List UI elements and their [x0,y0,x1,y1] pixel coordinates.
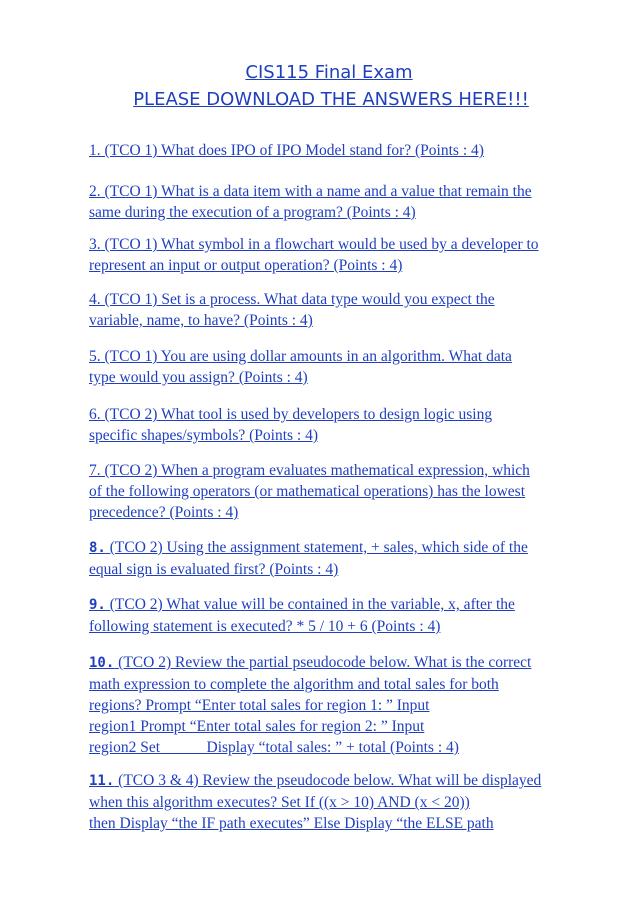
question-text: (TCO 1) What does IPO of IPO Model stand for? (Points : 4) [104,142,484,159]
question-text: math expression to complete the algorithm and total sales for both [89,676,499,693]
question-text: (TCO 2) Using the assignment statement, + sales, which side of the [109,539,528,556]
question-number: 11. [89,773,115,789]
question-line [89,502,609,523]
question-text: type would you assign? (Points : 4) [89,369,308,386]
question-text: (TCO 2) Review the partial pseudocode below. What is the correct [118,654,532,671]
question-text: region2 Set _____ Display “total sales: ” + total (Points : 4) [89,739,459,756]
question-8[interactable] [89,537,609,580]
question-number: 4. [89,291,101,308]
exam-title[interactable]: CIS115 Final Exam [245,62,413,83]
question-3[interactable] [89,234,609,276]
question-line [89,425,609,446]
question-line [89,737,609,758]
question-line [89,367,609,388]
question-line [89,140,609,161]
question-text: (TCO 1) What is a data item with a name and a value that remain the [104,183,532,200]
question-text: specific shapes/symbols? (Points : 4) [89,427,319,444]
question-text: variable, name, to have? (Points : 4) [89,312,313,329]
question-9[interactable] [89,594,609,637]
question-line [89,346,609,367]
question-4[interactable] [89,289,609,331]
question-number: 6. [89,406,101,423]
question-line [89,674,609,695]
question-number: 8. [89,540,106,556]
question-7[interactable] [89,460,609,523]
question-line [89,181,609,202]
question-line [89,404,609,425]
question-line [89,616,609,637]
question-line [89,559,609,580]
question-2[interactable] [89,181,609,223]
question-line [89,813,609,834]
question-5[interactable] [89,346,609,388]
question-text: (TCO 1) You are using dollar amounts in an algorithm. What data [104,348,512,365]
question-number: 9. [89,597,106,613]
question-text: region1 Prompt “Enter total sales for region 2: ” Input [89,718,425,735]
question-text: following statement is executed? * 5 / 10 + 6 (Points : 4) [89,618,441,635]
question-number: 3. [89,236,101,253]
question-text: same during the execution of a program? (Points : 4) [89,204,416,221]
question-line [89,594,609,616]
question-text: of the following operators (or mathematical operations) has the lowest [89,483,526,500]
question-line [89,289,609,310]
question-line [89,695,609,716]
question-text: (TCO 1) What symbol in a flowchart would be used by a developer to [104,236,539,253]
question-text: then Display “the IF path executes” Else Display “the ELSE path [89,815,494,832]
question-line [89,310,609,331]
question-number: 2. [89,183,101,200]
question-text: (TCO 2) When a program evaluates mathematical expression, which [104,462,530,479]
question-number: 5. [89,348,101,365]
question-line [89,202,609,223]
question-line [89,652,609,674]
question-line [89,537,609,559]
download-answers-link[interactable]: PLEASE DOWNLOAD THE ANSWERS HERE!!! [133,89,529,110]
question-number: 1. [89,142,101,159]
question-text: (TCO 3 & 4) Review the pseudocode below. What will be displayed [118,772,542,789]
question-line [89,792,609,813]
question-number: 10. [89,655,115,671]
question-text: regions? Prompt “Enter total sales for region 1: ” Input [89,697,430,714]
question-text: (TCO 2) What tool is used by developers to design logic using [104,406,493,423]
question-text: (TCO 2) What value will be contained in the variable, x, after the [109,596,515,613]
question-line [89,234,609,255]
question-line [89,716,609,737]
question-6[interactable] [89,404,609,446]
question-line [89,460,609,481]
question-line [89,255,609,276]
question-line [89,481,609,502]
question-1[interactable] [89,140,609,161]
question-text: when this algorithm executes? Set If ((x > 10) AND (x < 20)) [89,794,470,811]
question-text: (TCO 1) Set is a process. What data type would you expect the [104,291,495,308]
question-text: equal sign is evaluated first? (Points : 4) [89,561,339,578]
question-text: represent an input or output operation? (Points : 4) [89,257,403,274]
question-text: precedence? (Points : 4) [89,504,239,521]
question-number: 7. [89,462,101,479]
question-10[interactable] [89,652,609,758]
question-line [89,770,609,792]
question-11[interactable] [89,770,609,834]
